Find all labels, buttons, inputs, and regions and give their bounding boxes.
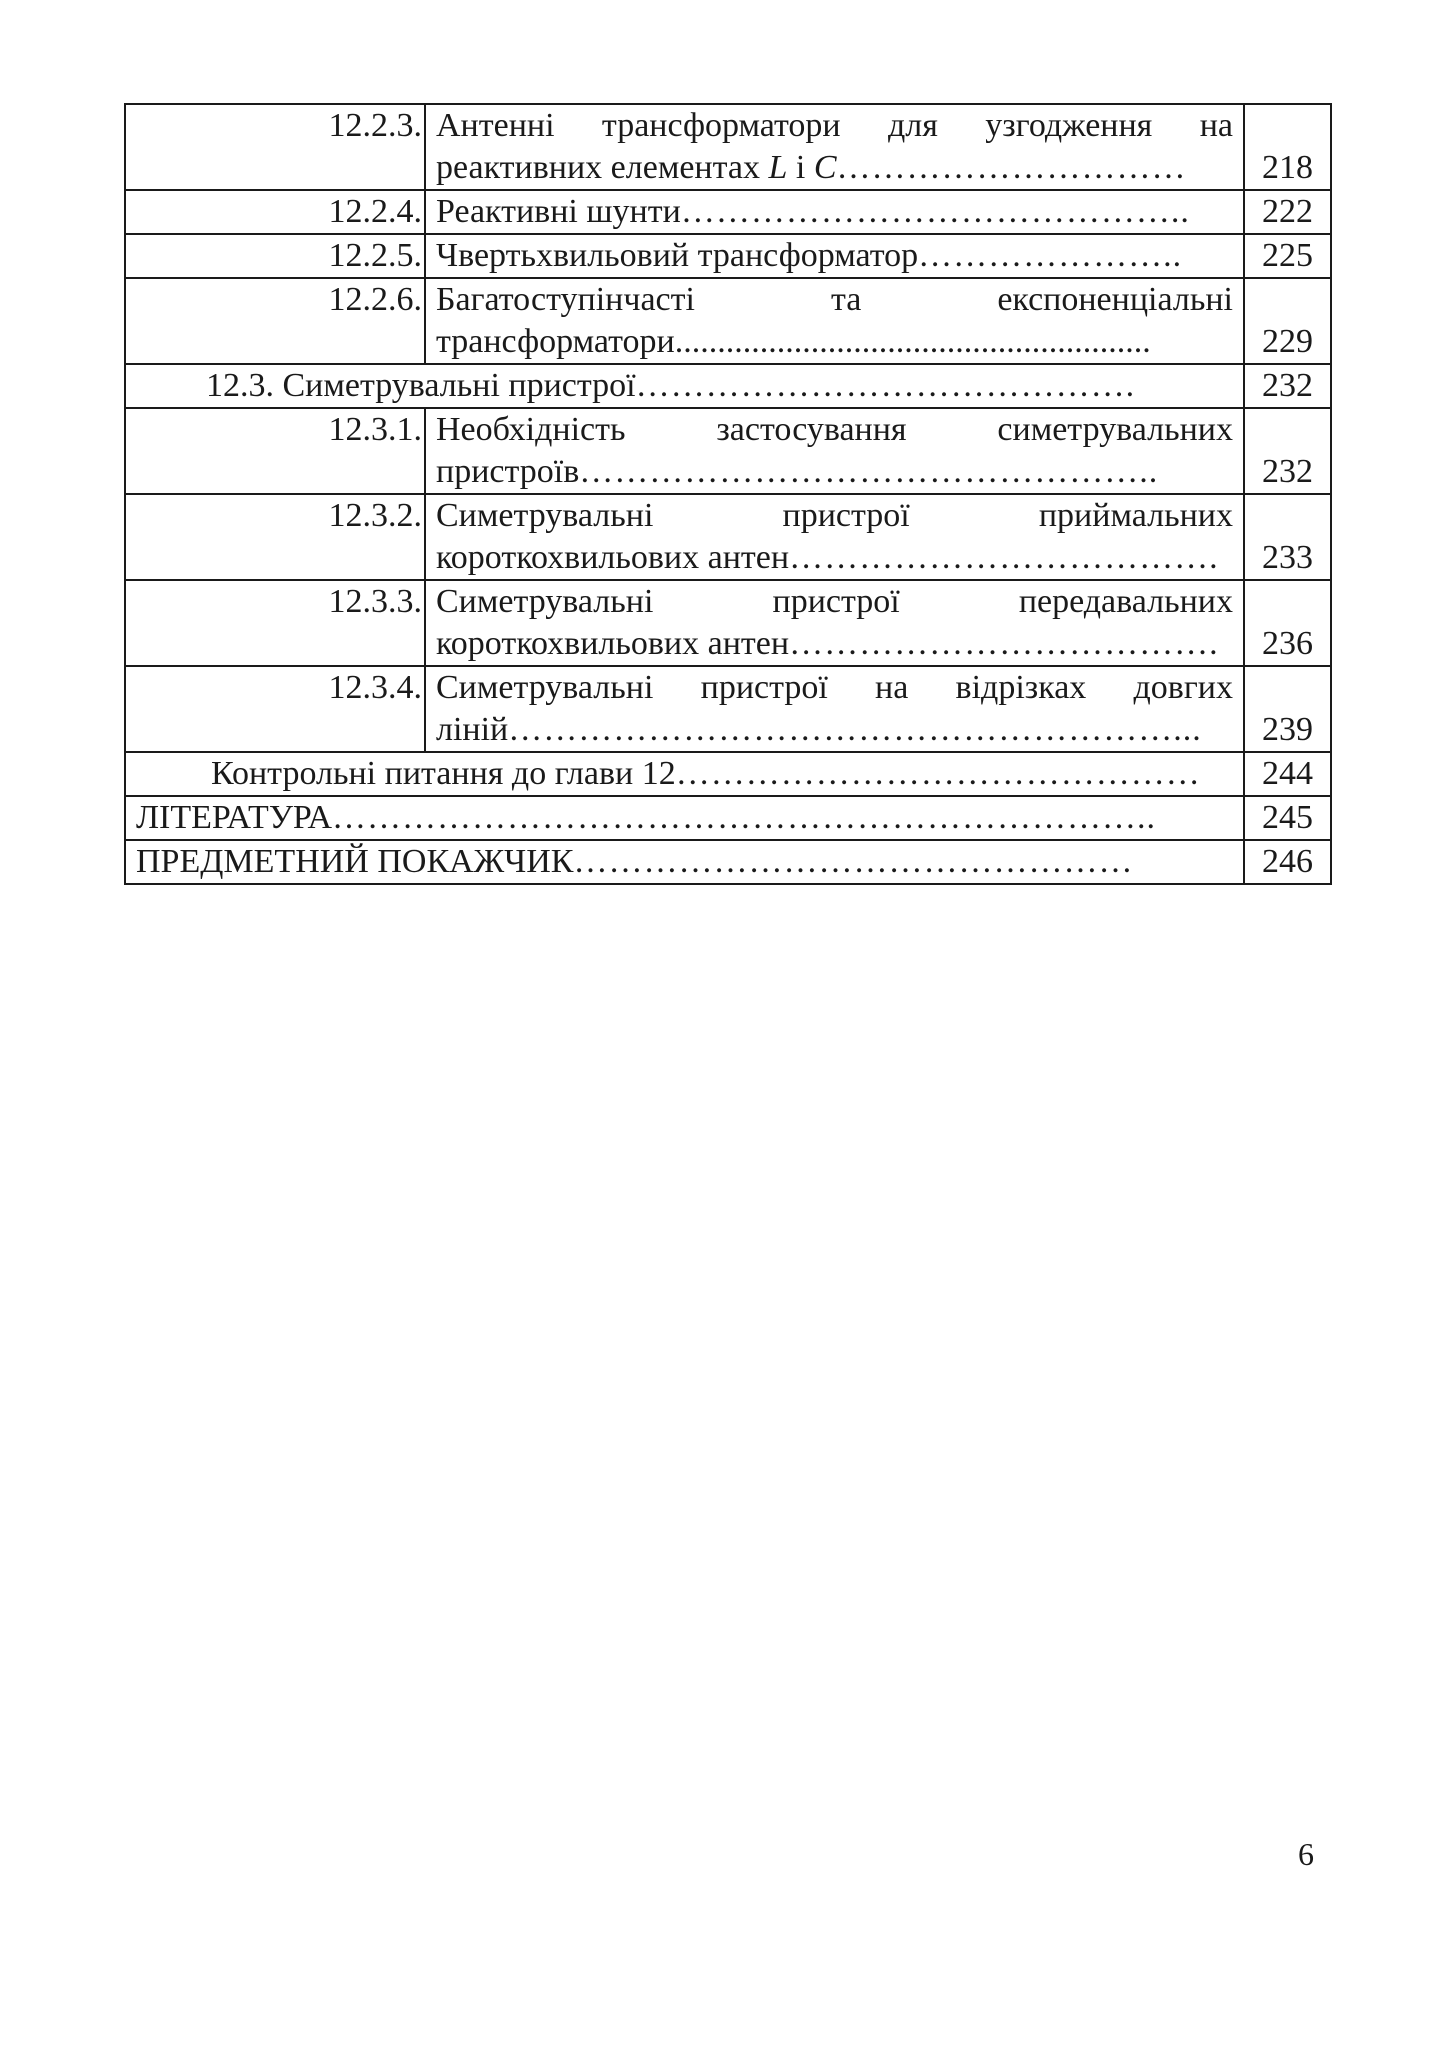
toc-leader-dots: …………………………………………………………….. bbox=[332, 799, 1156, 836]
toc-leader-dots: …………………………………….. bbox=[680, 193, 1190, 230]
toc-leader-dots: ………………………………. bbox=[789, 625, 1219, 662]
toc-entry-title bbox=[125, 840, 1244, 884]
toc-entry-number: 12.3.4. bbox=[125, 666, 425, 752]
toc-text: короткохвильових антен bbox=[436, 539, 790, 576]
toc-row bbox=[125, 666, 1331, 752]
toc-page-number: 225 bbox=[1244, 234, 1331, 278]
table-of-contents bbox=[124, 103, 1332, 885]
toc-text: короткохвильових антен bbox=[436, 625, 790, 662]
toc-entry-number: 12.3.1. bbox=[125, 408, 425, 494]
toc-entry-number: 12.3. bbox=[206, 367, 274, 404]
toc-text: реактивних елементах bbox=[436, 149, 769, 186]
toc-text: Контрольні питання до глави 12 bbox=[211, 755, 676, 792]
toc-entry-title bbox=[425, 190, 1244, 234]
toc-text: ЛІТЕРАТУРА bbox=[136, 799, 332, 836]
toc-symbol-l: L bbox=[768, 149, 788, 186]
toc-entry-title-line: Антенні трансформатори для узгодження на bbox=[436, 107, 1233, 144]
toc-row bbox=[125, 494, 1331, 580]
toc-entry-title bbox=[425, 408, 1244, 494]
toc-entry-title-line: Необхідність застосування симетрувальних bbox=[436, 411, 1233, 448]
toc-page-number: 222 bbox=[1244, 190, 1331, 234]
toc-text: Реактивні шунти bbox=[436, 193, 681, 230]
toc-leader-dots: ………………………… bbox=[836, 149, 1187, 186]
toc-text: Чвертьхвильовий трансформатор bbox=[436, 237, 919, 274]
toc-row bbox=[125, 840, 1331, 884]
page-number: 6 bbox=[1298, 1836, 1314, 1872]
toc-entry-number: 12.2.4. bbox=[125, 190, 425, 234]
toc-entry-title-line: Багатоступінчасті та експоненціальні bbox=[436, 281, 1233, 318]
toc-page-number: 245 bbox=[1244, 796, 1331, 840]
toc-page-number: 236 bbox=[1244, 580, 1331, 666]
toc-text: пристроїв bbox=[436, 453, 580, 490]
toc-page-number: 232 bbox=[1244, 364, 1331, 408]
toc-entry-title bbox=[425, 234, 1244, 278]
toc-page-number: 233 bbox=[1244, 494, 1331, 580]
toc-row bbox=[125, 364, 1331, 408]
toc-entry-number: 12.2.6. bbox=[125, 278, 425, 364]
toc-leader-dots: …………………………………………………... bbox=[508, 711, 1202, 748]
toc-entry-title bbox=[425, 278, 1244, 364]
toc-leader-dots: ………………………………………….. bbox=[579, 453, 1159, 490]
toc-entry-title-line bbox=[436, 147, 1233, 189]
toc-text: трансформатори bbox=[436, 323, 675, 360]
toc-row bbox=[125, 752, 1331, 796]
toc-leader-dots: ……………………………………. bbox=[635, 367, 1136, 404]
toc-entry-title bbox=[125, 364, 1244, 408]
toc-entry-number: 12.3.3. bbox=[125, 580, 425, 666]
toc-entry-number: 12.2.5. bbox=[125, 234, 425, 278]
toc-row bbox=[125, 580, 1331, 666]
toc-entry-number: 12.3.2. bbox=[125, 494, 425, 580]
toc-text: Симетрувальні пристрої bbox=[282, 367, 636, 404]
toc-entry-title-line: Симетрувальні пристрої на відрізках довгих bbox=[436, 669, 1233, 706]
toc-page-number: 229 bbox=[1244, 278, 1331, 364]
toc-page-number: 239 bbox=[1244, 666, 1331, 752]
toc-page-number: 232 bbox=[1244, 408, 1331, 494]
toc-leader-dots: ……………………………………… bbox=[675, 755, 1201, 792]
toc-text: ліній bbox=[436, 711, 509, 748]
toc-row bbox=[125, 796, 1331, 840]
toc-entry-title bbox=[425, 494, 1244, 580]
toc-page-number: 246 bbox=[1244, 840, 1331, 884]
toc-text: ПРЕДМЕТНИЙ ПОКАЖЧИК bbox=[136, 843, 574, 880]
toc-entry-title bbox=[425, 666, 1244, 752]
toc-row bbox=[125, 234, 1331, 278]
toc-entry-title bbox=[125, 752, 1244, 796]
toc-entry-title bbox=[425, 104, 1244, 190]
toc-leader-dots: ………………………………. bbox=[789, 539, 1219, 576]
toc-page-number: 218 bbox=[1244, 104, 1331, 190]
toc-leader-dots: ………………….. bbox=[918, 237, 1183, 274]
toc-text: і bbox=[787, 149, 814, 186]
toc-leader-dots: ........................................................ bbox=[674, 323, 1151, 360]
toc-row bbox=[125, 408, 1331, 494]
toc-entry-number: 12.2.3. bbox=[125, 104, 425, 190]
toc-page-number: 244 bbox=[1244, 752, 1331, 796]
toc-row bbox=[125, 190, 1331, 234]
toc-entry-title-line: Симетрувальні пристрої передавальних bbox=[436, 583, 1233, 620]
toc-entry-title bbox=[425, 580, 1244, 666]
toc-entry-title bbox=[125, 796, 1244, 840]
toc-row bbox=[125, 104, 1331, 190]
toc-entry-title-line: Симетрувальні пристрої приймальних bbox=[436, 497, 1233, 534]
toc-symbol-c: C bbox=[813, 149, 837, 186]
toc-leader-dots: ………………………………………… bbox=[573, 843, 1134, 880]
toc-row bbox=[125, 278, 1331, 364]
